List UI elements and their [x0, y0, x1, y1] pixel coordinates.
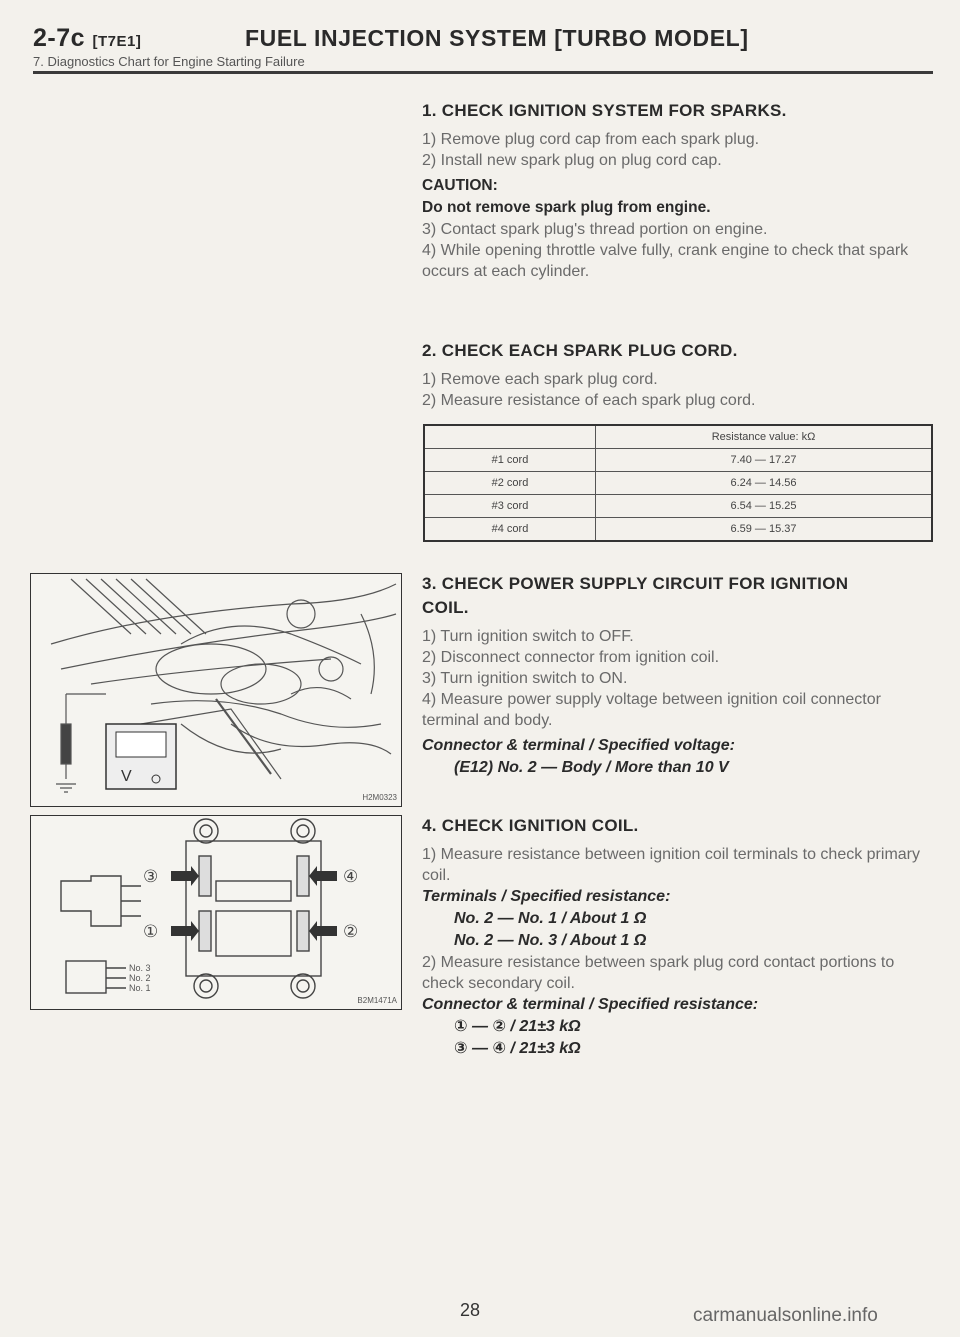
- section-3-step-1: 1) Turn ignition switch to OFF.: [422, 628, 634, 645]
- section-3-step-3: 3) Turn ignition switch to ON.: [422, 670, 628, 687]
- figure-ignition-voltage-check: [30, 573, 402, 807]
- section-2-step-1: 1) Remove each spark plug cord.: [422, 371, 658, 388]
- cord-value: 6.54 — 15.25: [596, 495, 933, 518]
- section-2-step-2: 2) Measure resistance of each spark plug cord.: [422, 392, 756, 409]
- table-row: [424, 495, 932, 518]
- section-3-heading-line-1: 3. CHECK POWER SUPPLY CIRCUIT FOR IGNITION: [422, 574, 849, 593]
- figure-1-code: H2M0323: [362, 793, 397, 802]
- section-2: [422, 339, 940, 411]
- cord-value: 6.24 — 14.56: [596, 472, 933, 495]
- section-4-spec-1-b: No. 2 — No. 3 / About 1 Ω: [454, 932, 647, 949]
- pin-label-no-2: No. 2: [129, 973, 151, 983]
- table-row: [424, 449, 932, 472]
- section-4: [422, 814, 940, 1060]
- section-1-step-4: 4) While opening throttle valve fully, crank engine to check that spark occurs at each cylinder.: [422, 242, 909, 280]
- figure-2-code: B2M1471A: [357, 996, 397, 1005]
- header-subtitle: 7. Diagnostics Chart for Engine Starting Failure: [33, 54, 305, 69]
- table-header-cell: Resistance value: kΩ: [596, 425, 933, 449]
- cord-label: #4 cord: [424, 518, 596, 542]
- meter-label: V: [121, 768, 132, 785]
- section-4-heading: 4. CHECK IGNITION COIL.: [422, 816, 639, 835]
- section-1-step-2: 2) Install new spark plug on plug cord cap.: [422, 152, 722, 169]
- section-1: [422, 99, 940, 282]
- section-4-spec-2-b: ③ — ④ / 21±3 kΩ: [454, 1040, 581, 1057]
- cord-value: 7.40 — 17.27: [596, 449, 933, 472]
- table-row: [424, 518, 932, 542]
- cord-label: #2 cord: [424, 472, 596, 495]
- section-4-spec-2-label: Connector & terminal / Specified resistance:: [422, 996, 759, 1013]
- header-rule: [33, 71, 933, 74]
- resistance-table: [423, 424, 933, 542]
- section-1-heading: 1. CHECK IGNITION SYSTEM FOR SPARKS.: [422, 101, 787, 120]
- terminal-mark-4: ④: [343, 867, 359, 887]
- header-title: FUEL INJECTION SYSTEM [TURBO MODEL]: [245, 25, 749, 51]
- header-code-suffix: [T7E1]: [92, 33, 142, 50]
- section-3: [422, 572, 940, 779]
- section-1-step-3: 3) Contact spark plug's thread portion on engine.: [422, 221, 768, 238]
- header-code: 2-7c [T7E1]: [33, 24, 142, 52]
- section-4-spec-2-a: ① — ② / 21±3 kΩ: [454, 1018, 581, 1035]
- caution-text: Do not remove spark plug from engine.: [422, 199, 711, 216]
- watermark: carmanualsonline.info: [693, 1305, 878, 1326]
- cord-label: #1 cord: [424, 449, 596, 472]
- terminal-mark-2: ②: [343, 922, 359, 942]
- section-3-step-2: 2) Disconnect connector from ignition coil.: [422, 649, 720, 666]
- table-header-row: [424, 425, 932, 449]
- figure-ignition-coil: [30, 815, 402, 1010]
- table-header-empty: [424, 425, 596, 449]
- section-1-step-1: 1) Remove plug cord cap from each spark plug.: [422, 131, 760, 148]
- section-3-heading-line-2: COIL.: [422, 598, 469, 617]
- terminal-mark-1: ①: [143, 922, 159, 942]
- section-3-step-4: 4) Measure power supply voltage between ignition coil connector terminal and body.: [422, 691, 881, 729]
- cord-value: 6.59 — 15.37: [596, 518, 933, 542]
- section-4-step-2: 2) Measure resistance between spark plug cord contact portions to check secondary coil.: [422, 954, 895, 992]
- cord-label: #3 cord: [424, 495, 596, 518]
- pin-label-no-1: No. 1: [129, 983, 151, 993]
- caution-label: CAUTION:: [422, 177, 498, 194]
- section-4-step-1: 1) Measure resistance between ignition coil terminals to check primary coil.: [422, 846, 920, 884]
- ignition-coil-illustration: [31, 816, 401, 1009]
- engine-illustration: [31, 574, 401, 806]
- pin-label-no-3: No. 3: [129, 963, 151, 973]
- section-4-spec-1-label: Terminals / Specified resistance:: [422, 888, 671, 905]
- section-3-spec-value: (E12) No. 2 — Body / More than 10 V: [454, 759, 729, 776]
- terminal-mark-3: ③: [143, 867, 159, 887]
- section-3-spec-label: Connector & terminal / Specified voltage:: [422, 737, 735, 754]
- section-4-spec-1-a: No. 2 — No. 1 / About 1 Ω: [454, 910, 647, 927]
- table-row: [424, 472, 932, 495]
- section-2-heading: 2. CHECK EACH SPARK PLUG CORD.: [422, 341, 738, 360]
- page-number: 28: [460, 1300, 481, 1320]
